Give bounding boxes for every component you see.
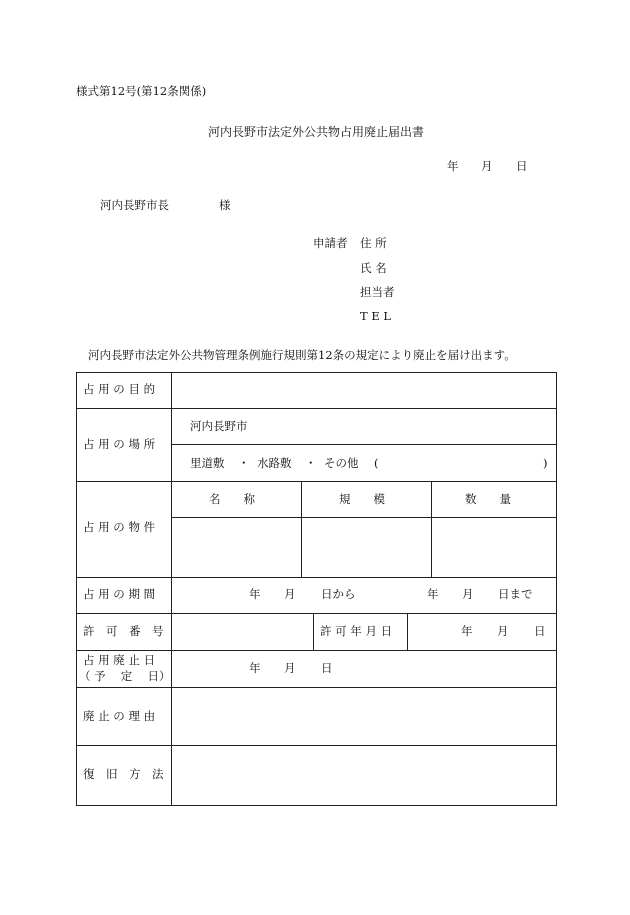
- location-other-close-paren: ): [543, 456, 548, 470]
- row-line: [76, 481, 557, 482]
- location-option-other[interactable]: その他: [324, 456, 359, 470]
- permit-date-year: 年: [461, 624, 473, 638]
- location-label: 占 用 の 場 所: [83, 437, 156, 451]
- row-line: [76, 650, 557, 651]
- abolish-date-month: 月: [284, 661, 296, 675]
- abolish-date-scheduled-label: （ 予 定 日）: [79, 669, 171, 683]
- abolish-date-year: 年: [249, 661, 261, 675]
- abolish-date-label: 占 用 廃 止 日: [83, 653, 156, 667]
- purpose-field[interactable]: [172, 373, 556, 408]
- period-label: 占 用 の 期 間: [83, 587, 156, 601]
- period-start-month: 月: [284, 587, 296, 601]
- date-month-label: 月: [481, 159, 493, 173]
- date-year-label: 年: [447, 159, 459, 173]
- addressee-honorific: 様: [219, 198, 231, 212]
- statement: 河内長野市法定外公共物管理条例施行規則第12条の規定により廃止を届け出ます。: [88, 348, 516, 362]
- object-col-divider-2: [431, 481, 432, 577]
- applicant-tel-label: T E L: [360, 309, 392, 323]
- purpose-label: 占 用 の 目 的: [83, 382, 156, 396]
- date-day-label: 日: [516, 159, 528, 173]
- applicant-address-label: 住 所: [360, 236, 387, 250]
- object-label: 占 用 の 物 件: [83, 520, 156, 534]
- location-option-waterway[interactable]: 水路敷: [257, 456, 292, 470]
- row-line: [76, 613, 557, 614]
- location-option-road[interactable]: 里道敷: [190, 456, 225, 470]
- permit-col-divider-2: [407, 613, 408, 650]
- location-separator: ・: [305, 456, 317, 470]
- reason-label: 廃 止 の 理 由: [83, 709, 156, 723]
- object-header-quantity: 数 量: [465, 492, 511, 506]
- object-header-scale: 規 模: [339, 492, 385, 506]
- table-border-bottom: [76, 805, 557, 806]
- row-line: [76, 577, 557, 578]
- reason-field[interactable]: [172, 688, 556, 745]
- permit-date-day: 日: [534, 624, 546, 638]
- row-line: [76, 408, 557, 409]
- period-to: 日まで: [498, 587, 533, 601]
- object-col-divider-1: [301, 481, 302, 577]
- period-start-year: 年: [249, 587, 261, 601]
- applicant-label: 申請者: [313, 236, 348, 250]
- location-city: 河内長野市: [190, 419, 248, 433]
- restore-method-field[interactable]: [172, 746, 556, 805]
- form-table: [76, 372, 557, 806]
- table-border-right: [556, 372, 557, 806]
- location-separator: ・: [238, 456, 250, 470]
- object-header-name: 名 称: [209, 492, 255, 506]
- period-end-year: 年: [427, 587, 439, 601]
- form-number: 様式第12号(第12条関係): [76, 84, 207, 98]
- abolish-date-day: 日: [321, 661, 333, 675]
- table-border-left: [76, 372, 77, 806]
- period-from: 日から: [321, 587, 356, 601]
- applicant-contact-label: 担当者: [360, 285, 395, 299]
- permit-date-month: 月: [497, 624, 509, 638]
- page-title: 河内長野市法定外公共物占用廃止届出書: [208, 125, 425, 139]
- addressee-name: 河内長野市長: [100, 198, 169, 212]
- restore-method-label: 復 旧 方 法: [83, 767, 164, 781]
- period-end-month: 月: [462, 587, 474, 601]
- permit-col-divider-1: [313, 613, 314, 650]
- location-other-open-paren: (: [374, 456, 379, 470]
- permit-number-label: 許 可 番 号: [83, 624, 164, 638]
- permit-date-label: 許 可 年 月 日: [320, 624, 393, 638]
- applicant-name-label: 氏 名: [360, 261, 387, 275]
- object-header-line: [171, 517, 557, 518]
- location-sub-line: [171, 444, 557, 445]
